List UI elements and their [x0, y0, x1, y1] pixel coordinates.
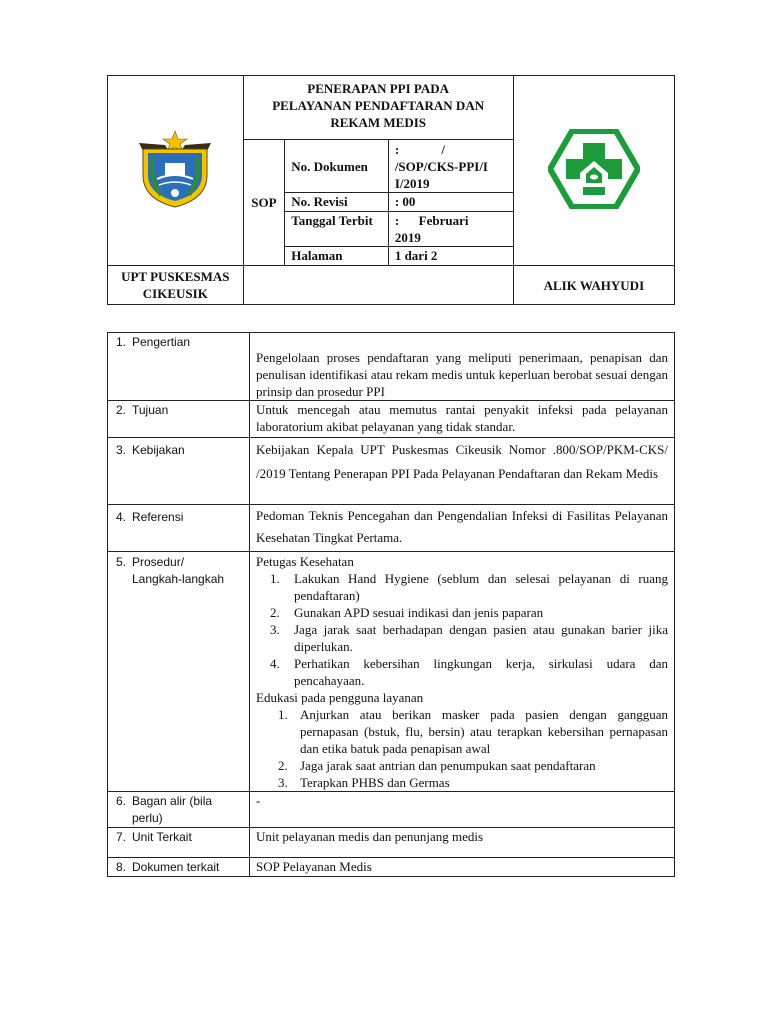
field-label-no-revisi: No. Revisi [285, 193, 389, 212]
left-logo-cell [108, 76, 244, 266]
procedure-list-a [256, 570, 668, 689]
unit-name: UPT PUSKESMAS CIKEUSIK [108, 266, 244, 305]
puskesmas-cross-icon [548, 129, 640, 209]
sop-content-table [107, 332, 675, 877]
field-value-no-dokumen: : / /SOP/CKS-PPI/I I/2019 [388, 140, 513, 193]
procedure-group-a-title: Petugas Kesehatan [256, 554, 354, 569]
row-key-prosedur: 5. Prosedur/ Langkah-langkah [108, 552, 250, 792]
unit-spacer [243, 266, 513, 305]
title-line-3: REKAM MEDIS [330, 115, 427, 130]
sop-label: SOP [243, 140, 285, 266]
field-label-tanggal-terbit: Tanggal Terbit [285, 212, 389, 247]
table-row [108, 438, 675, 505]
title-line-2: PELAYANAN PENDAFTARAN DAN [272, 98, 485, 113]
list-item: 3. Jaga jarak saat berhadapan dengan pasien atau gunakan barier jika diperlukan. [270, 622, 668, 654]
row-value-dokumen-terkait: SOP Pelayanan Medis [250, 858, 675, 877]
document-title [243, 76, 513, 140]
list-item: 3. Terapkan PHBS dan Germas [278, 775, 450, 790]
procedure-group-b-title: Edukasi pada pengguna layanan [256, 690, 424, 705]
row-key-bagan-alir: 6. Bagan alir (bila perlu) [108, 792, 250, 828]
table-row [108, 505, 675, 552]
list-item: 2. Jaga jarak saat antrian dan penumpukan saat pendaftaran [278, 758, 596, 773]
row-key-referensi: 4. Referensi [108, 505, 250, 552]
row-key-tujuan: 2. Tujuan [108, 401, 250, 438]
row-key-kebijakan: 3. Kebijakan [108, 438, 250, 505]
regency-crest-icon [133, 129, 217, 209]
table-row [108, 858, 675, 877]
list-item: 2. Gunakan APD sesuai indikasi dan jenis paparan [270, 605, 544, 620]
field-value-halaman: 1 dari 2 [388, 247, 513, 266]
row-key-unit-terkait: 7. Unit Terkait [108, 828, 250, 858]
row-value-kebijakan: Kebijakan Kepala UPT Puskesmas Cikeusik Nomor .800/SOP/PKM-CKS/ /2019 Tentang Penerapan PPI Pada Pelayanan Pendaftaran dan Rekam Medis [250, 438, 675, 505]
procedure-list-b [256, 706, 668, 791]
row-value-referensi: Pedoman Teknis Pencegahan dan Pengendalian Infeksi di Fasilitas Pelayanan Kesehatan Tingkat Pertama. [250, 505, 675, 552]
signer-name: ALIK WAHYUDI [513, 266, 674, 305]
table-row [108, 401, 675, 438]
table-row [108, 333, 675, 401]
row-value-prosedur [250, 552, 675, 792]
title-line-1: PENERAPAN PPI PADA [307, 81, 450, 96]
field-label-halaman: Halaman [285, 247, 389, 266]
table-row [108, 792, 675, 828]
sop-header-table [107, 75, 675, 305]
list-item: 1. Lakukan Hand Hygiene (seblum dan selesai pelayanan di ruang pendaftaran) [270, 571, 668, 603]
table-row [108, 552, 675, 792]
row-value-bagan-alir: - [250, 792, 675, 828]
row-key-pengertian: 1. Pengertian [108, 333, 250, 401]
row-value-tujuan: Untuk mencegah atau memutus rantai penyakit infeksi pada pelayanan laboratorium akibat pelayanan yang tidak standar. [250, 401, 675, 438]
list-item: 1. Anjurkan atau berikan masker pada pasien dengan gangguan pernapasan (bstuk, flu, bersin) atau terapkan kebersihan pernapasan dan etika batuk pada penapisan awal [278, 707, 668, 756]
row-value-unit-terkait: Unit pelayanan medis dan penunjang medis [250, 828, 675, 858]
field-label-no-dokumen: No. Dokumen [285, 140, 389, 193]
list-item: 4. Perhatikan kebersihan lingkungan kerja, sirkulasi udara dan pencahayaan. [270, 656, 668, 688]
field-value-tanggal-terbit: : Februari 2019 [388, 212, 513, 247]
right-logo-cell [513, 76, 674, 266]
field-value-no-revisi: : 00 [388, 193, 513, 212]
row-value-pengertian: Pengelolaan proses pendaftaran yang meliputi penerimaan, penapisan dan penulisan identifikasi atau rekam medis untuk keperluan berobat sesuai dengan prinsip dan prosedur PPI [250, 333, 675, 401]
row-key-dokumen-terkait: 8. Dokumen terkait [108, 858, 250, 877]
table-row [108, 828, 675, 858]
